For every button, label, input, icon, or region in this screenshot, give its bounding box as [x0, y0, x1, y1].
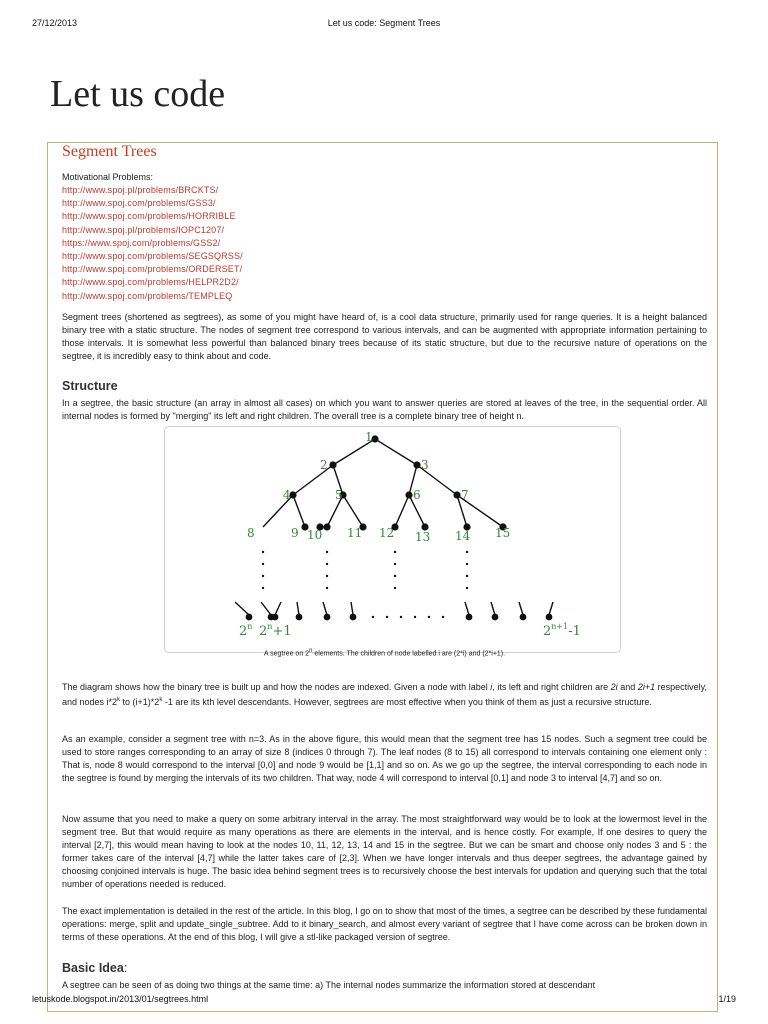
problem-link[interactable]: http://www.spoj.com/problems/GSS3/	[62, 198, 216, 209]
blog-title[interactable]: Let us code	[50, 73, 226, 115]
tree-node	[324, 614, 331, 621]
print-page-number: 1/19	[718, 994, 736, 1004]
diagram-paragraph: The diagram shows how the binary tree is built up and how the nodes are indexed. Given a node with label i, its left and right children are 2i and 2i+1 respectively, and nodes i*2$^k$ to $(i+1)*2^k$ -1 are its kth level descendants. However, segtrees are most effective when you think of them as just a recursive structure.	[62, 682, 707, 707]
problem-link[interactable]: http://www.spoj.com/problems/TEMPLEQ	[62, 290, 233, 301]
node-label: 6	[413, 488, 421, 502]
basic-idea-heading: Basic Idea:	[62, 961, 128, 975]
tree-node	[520, 614, 527, 621]
print-date: 27/12/2013	[32, 18, 78, 28]
node-label: 15	[495, 526, 511, 540]
problem-link[interactable]: http://www.spoj.com/problems/HORRIBLE	[62, 211, 236, 222]
node-label: 11	[347, 526, 363, 540]
problem-link[interactable]: http://www.spoj.com/problems/HELPR2D2/	[62, 277, 239, 288]
node-label: 8	[247, 526, 255, 540]
intro-paragraph: Segment trees (shortened as segtrees), as some of you might have heard of, is a cool data structure, primarily used for range queries. It is a height balanced binary tree with a static structure. The nodes of segment tree correspond to various intervals, and can be augmented with appropriate information pertaining to those intervals. It is somewhat less powerful than balanced binary trees because of its static structure, but due to the recursive nature of operations on the segtree, it is incredibly easy to think about and code.	[62, 312, 707, 361]
leaf-range-labels	[239, 622, 581, 639]
problem-link[interactable]: http://www.spoj.pl/problems/BRCKTS/	[62, 185, 219, 195]
example-paragraph: As an example, consider a segment tree with n=3. As in the above figure, this would mean that the segment tree has 15 nodes. Such a segment tree could be used to store ranges corresponding to an array of size 8 (indices 0 through 7). The leaf nodes (8 to 15) all correspond to intervals containing one element only : That is, node 8 would correspond to the interval [0,0] and node 9 would be [1,1] and so on. As we go up the segtree, the interval corresponding to each node in the segtree is found by merging the intervals of its two children. That way, node 4 will correspond to interval [0,1] and node 3 to interval [4,7] and so on.	[62, 734, 707, 783]
print-header	[32, 18, 736, 28]
query-paragraph: Now assume that you need to make a query on some arbitrary interval in the array. The most straightforward way would be to look at the lowermost level in the segment tree. But that would require as many operations as there are elements in the interval, and is hence costly. For example, If one desires to query the interval [2,7], this would mean having to look at the nodes 10, 11, 12, 13, 14 and 15 in the segtree. But we can be smart and choose only nodes 3 and 5 : the former takes care of the interval [4,7] while the latter takes care of [2,3]. When we have longer intervals and thus deeper segtrees, the advantage gained by choosing conjoined intervals is huge. The basic idea behind segment trees is to recursively choose the best intervals for updation and querying such that the total number of operations needed is reduced.	[62, 814, 707, 889]
structure-paragraph: In a segtree, the basic structure (an array in almost all cases) on which you want to answer queries are stored at leaves of the tree, in the sequential order. All internal nodes is formed by "merging" its left and right children. The overall tree is a complete binary tree of height n.	[62, 398, 707, 421]
post-container	[47, 142, 718, 1012]
structure-heading: Structure	[62, 379, 118, 393]
tree-node	[546, 614, 553, 621]
basic-idea-paragraph: A segtree can be seen of as doing two things at the same time: a) The internal nodes summarize the information stored at descendant	[62, 980, 596, 990]
node-label: 5	[335, 488, 343, 502]
problem-link[interactable]: http://www.spoj.pl/problems/IOPC1207/	[62, 224, 225, 235]
leaf-label-last: $2^{n+1}-1$	[543, 622, 581, 639]
figure-caption: A segtree on 2$^n$ elements. The children of node labelled i are (2*i) and (2*i+1).	[263, 648, 506, 658]
node-label: 13	[415, 530, 431, 544]
segtree-diagram	[164, 426, 621, 653]
tree-node	[329, 461, 336, 468]
node-label: 10	[307, 528, 323, 542]
tree-node	[405, 491, 412, 498]
tree-node	[492, 614, 499, 621]
problem-link[interactable]: http://www.spoj.com/problems/SEGSQRSS/	[62, 251, 243, 262]
motivational-label: Motivational Problems:	[62, 172, 154, 182]
problem-links	[62, 184, 243, 303]
tree-node	[246, 614, 253, 621]
post-title[interactable]: Segment Trees	[62, 143, 157, 160]
tree-node	[413, 461, 420, 468]
node-label: 9	[291, 526, 299, 540]
node-label: 2	[320, 458, 328, 472]
tree-node	[296, 614, 303, 621]
node-label: 12	[379, 526, 395, 540]
problem-link[interactable]: https://www.spoj.com/problems/GSS2/	[62, 237, 221, 248]
tree-node-labels	[247, 430, 510, 544]
tree-node	[323, 523, 330, 530]
leaf-label-first: 2$^n$	[239, 622, 253, 639]
segtree-figure-svg	[165, 427, 620, 652]
tree-node	[453, 491, 460, 498]
tree-node	[466, 614, 473, 621]
print-page-title: Let us code: Segment Trees	[327, 18, 441, 28]
tree-node	[350, 614, 357, 621]
tree-ellipsis-dots	[262, 551, 468, 618]
tree-node	[272, 614, 279, 621]
leaf-label-second: $2^n+1$	[259, 622, 292, 639]
node-label: 14	[455, 529, 471, 543]
node-label: 3	[421, 458, 429, 472]
print-url: letuskode.blogspot.in/2013/01/segtrees.html	[32, 994, 209, 1004]
implementation-paragraph: The exact implementation is detailed in the rest of the article. In this blog, I go on to show that most of the times, a segtree can be described by these fundamental operations: merge, split and update_single_subtree. Add to it binary_search, and almost every variant of segtree that I have come across can be broken down in terms of these operations. At the end of this blog, I will give a stl-like packaged version of segtree.	[62, 906, 707, 942]
node-label: 4	[283, 488, 291, 502]
node-label: 1	[365, 430, 373, 444]
print-footer	[32, 994, 736, 1004]
node-label: 7	[461, 488, 469, 502]
problem-link[interactable]: http://www.spoj.com/problems/ORDERSET/	[62, 264, 243, 275]
